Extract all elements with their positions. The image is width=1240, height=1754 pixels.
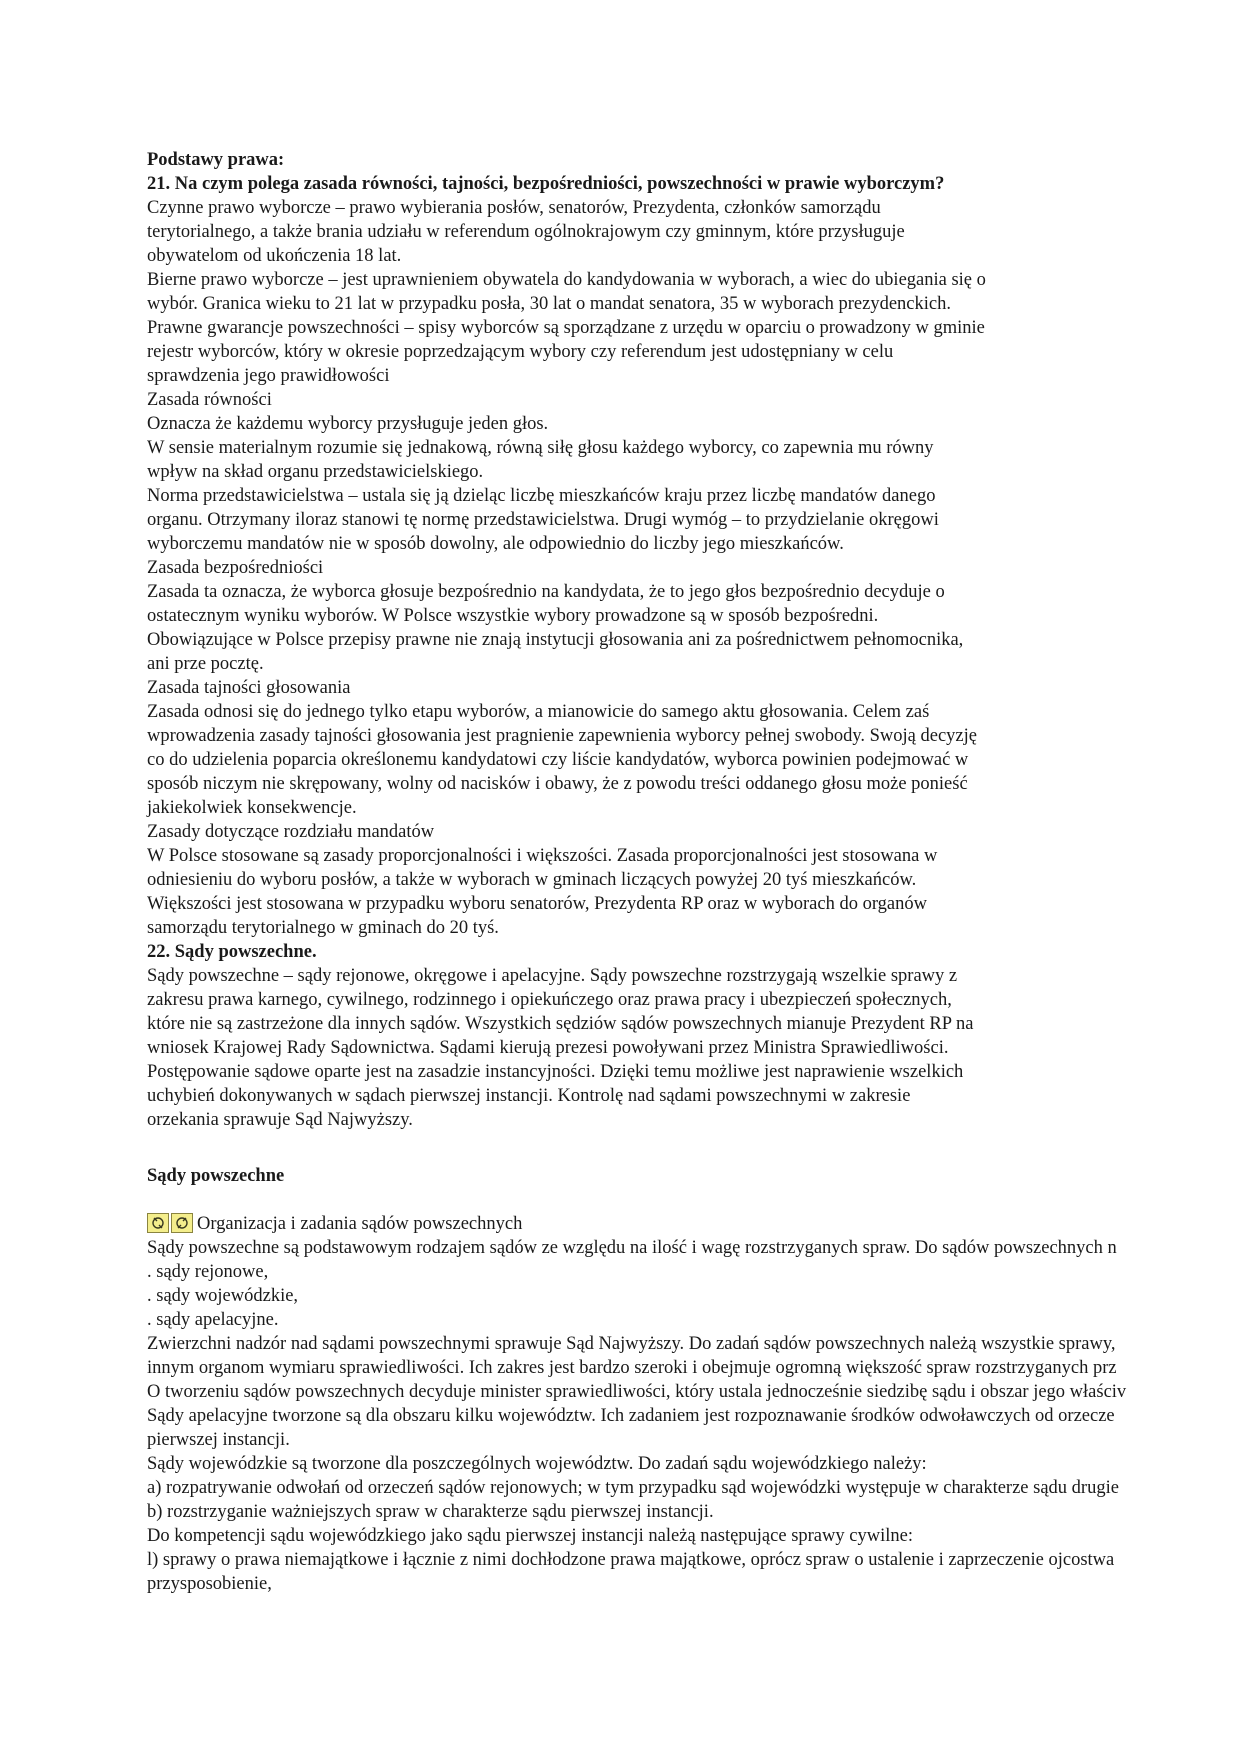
text-line: wprowadzenia zasady tajności głosowania jest pragnienie zapewnienia wyborcy pełnej swobody. Swoją decyzję — [147, 726, 977, 746]
text-line: co do udzielenia poparcia określonemu kandydatowi czy liście kandydatów, wyborca powinien podejmować w — [147, 750, 969, 770]
text-line: a) rozpatrywanie odwołań od orzeczeń sądów rejonowych; w tym przypadku sąd wojewódzki występuje w charakterze sądu drugie — [147, 1478, 1119, 1498]
text-line: przysposobienie, — [147, 1574, 272, 1594]
text-line: pierwszej instancji. — [147, 1430, 290, 1450]
text-line: Sądy apelacyjne tworzone są dla obszaru kilku województw. Ich zadaniem jest rozpoznawanie środków odwoławczych od orzecze — [147, 1406, 1115, 1426]
text-line: W Polsce stosowane są zasady proporcjonalności i większości. Zasada proporcjonalności jest stosowana w — [147, 846, 938, 866]
text-line: Do kompetencji sądu wojewódzkiego jako sądu pierwszej instancji należą następujące sprawy cywilne: — [147, 1526, 913, 1546]
text-line: sprawdzenia jego prawidłowości — [147, 366, 390, 386]
text-line: obywatelom od ukończenia 18 lat. — [147, 246, 402, 266]
text-line: W sensie materialnym rozumie się jednakową, równą siłę głosu każdego wyborcy, co zapewnia mu równy — [147, 438, 934, 458]
text-line: Norma przedstawicielstwa – ustala się ją dzieląc liczbę mieszkańców kraju przez liczbę mandatów danego — [147, 486, 936, 506]
text-line: Czynne prawo wyborcze – prawo wybierania posłów, senatorów, Prezydenta, członków samorządu — [147, 198, 881, 218]
text-line: . sądy rejonowe, — [147, 1262, 269, 1282]
text-line: Zasada bezpośredniości — [147, 558, 324, 578]
text-line: jakiekolwiek konsekwencje. — [147, 798, 357, 818]
text-line: wyborczemu mandatów nie w sposób dowolny, ale odpowiednio do liczby jego mieszkańców. — [147, 534, 844, 554]
text-line: sposób niczym nie skrępowany, wolny od nacisków i obawy, że z powodu treści oddanego głosu może ponieść — [147, 774, 968, 794]
text-line: wybór. Granica wieku to 21 lat w przypadku posła, 30 lat o mandat senatora, 35 w wyborach prezydenckich. — [147, 294, 951, 314]
text-line: Zasada tajności głosowania — [147, 678, 351, 698]
text-line: Obowiązujące w Polsce przepisy prawne nie znają instytucji głosowania ani za pośrednictwem pełnomocnika, — [147, 630, 964, 650]
text-line: . sądy apelacyjne. — [147, 1310, 279, 1330]
text-line: Bierne prawo wyborcze – jest uprawnieniem obywatela do kandydowania w wyborach, a wiec do ubiegania się o — [147, 270, 986, 290]
text-line: Podstawy prawa: — [147, 150, 285, 170]
text-line: Postępowanie sądowe oparte jest na zasadzie instancyjności. Dzięki temu możliwe jest naprawienie wszelkich — [147, 1062, 964, 1082]
text-line: Zasady dotyczące rozdziału mandatów — [147, 822, 435, 842]
section-organizacja — [147, 1212, 1240, 1596]
text-line: samorządu terytorialnego w gminach do 20 tyś. — [147, 918, 499, 938]
text-line: orzekania sprawuje Sąd Najwyższy. — [147, 1110, 413, 1130]
text-line: Sądy powszechne są podstawowym rodzajem sądów ze względu na ilość i wagę rozstrzyganych spraw. Do sądów powszechnych n — [147, 1238, 1117, 1258]
text-line: Zasada odnosi się do jednego tylko etapu wyborów, a mianowicie do samego aktu głosowania. Celem zaś — [147, 702, 930, 722]
text-line: Sądy powszechne – sądy rejonowe, okręgowe i apelacyjne. Sądy powszechne rozstrzygają wszelkie sprawy z — [147, 966, 958, 986]
text-line: 22. Sądy powszechne. — [147, 942, 317, 962]
text-line: 21. Na czym polega zasada równości, tajności, bezpośredniości, powszechności w prawie wyborczym? — [147, 174, 945, 194]
text-line: innym organom wymiaru sprawiedliwości. Ich zakres jest bardzo szeroki i obejmuje ogromną większość spraw rozstrzyganych prz — [147, 1358, 1117, 1378]
organizacja-title: Organizacja i zadania sądów powszechnych — [197, 1214, 523, 1234]
text-line: Prawne gwarancje powszechności – spisy wyborców są sporządzane z urzędu w oparciu o prowadzony w gminie — [147, 318, 985, 338]
text-line: Zwierzchni nadzór nad sądami powszechnymi sprawuje Sąd Najwyższy. Do zadań sądów powszechnych należą wszystkie sprawy, — [147, 1334, 1116, 1354]
text-line: terytorialnego, a także brania udziału w referendum ogólnokrajowym czy gminnym, które przysługuje — [147, 222, 905, 242]
text-line: Zasada ta oznacza, że wyborca głosuje bezpośrednio na kandydata, że to jego głos bezpośrednio decyduje o — [147, 582, 945, 602]
text-line: organu. Otrzymany iloraz stanowi tę normę przedstawicielstwa. Drugi wymóg – to przydzielanie okręgowi — [147, 510, 939, 530]
heading-sady-powszechne — [147, 1164, 1240, 1188]
text-line: zakresu prawa karnego, cywilnego, rodzinnego i opiekuńczego oraz prawa pracy i ubezpieczeń społecznych, — [147, 990, 952, 1010]
navigate-back-icon[interactable] — [147, 1213, 169, 1233]
text-line: ani prze pocztę. — [147, 654, 264, 674]
text-line: wniosek Krajowej Rady Sądownictwa. Sądami kierują prezesi powoływani przez Ministra Sprawiedliwości. — [147, 1038, 949, 1058]
text-line: l) sprawy o prawa niemajątkowe i łącznie z nimi dochłodzone prawa majątkowe, oprócz spraw o ustalenie i zaprzeczenie ojcostwa — [147, 1550, 1115, 1570]
heading-text: Sądy powszechne — [147, 1166, 285, 1186]
text-line: Zasada równości — [147, 390, 272, 410]
text-line: Oznacza że każdemu wyborcy przysługuje jeden głos. — [147, 414, 549, 434]
navigate-forward-icon[interactable] — [171, 1213, 193, 1233]
organizacja-title-line — [147, 1212, 1240, 1236]
text-line: . sądy wojewódzkie, — [147, 1286, 299, 1306]
text-line: ostatecznym wyniku wyborów. W Polsce wszystkie wybory prowadzone są w sposób bezpośredni. — [147, 606, 879, 626]
text-line: odniesieniu do wyboru posłów, a także w wyborach w gminach liczących powyżej 20 tyś mieszkańców. — [147, 870, 917, 890]
text-line: Większości jest stosowana w przypadku wyboru senatorów, Prezydenta RP oraz w wyborach do organów — [147, 894, 927, 914]
text-line: b) rozstrzyganie ważniejszych spraw w charakterze sądu pierwszej instancji. — [147, 1502, 714, 1522]
text-line: uchybień dokonywanych w sądach pierwszej instancji. Kontrolę nad sądami powszechnymi w zakresie — [147, 1086, 911, 1106]
text-line: O tworzeniu sądów powszechnych decyduje minister sprawiedliwości, który ustala jednocześnie siedzibę sądu i obszar jego właściv — [147, 1382, 1127, 1402]
text-line: które nie są zastrzeżone dla innych sądów. Wszystkich sędziów sądów powszechnych mianuje Prezydent RP na — [147, 1014, 974, 1034]
text-line: rejestr wyborców, który w okresie poprzedzającym wybory czy referendum jest udostępniany w celu — [147, 342, 894, 362]
organizacja-body — [147, 1236, 1240, 1596]
text-line: Sądy wojewódzkie są tworzone dla poszczególnych województw. Do zadań sądu wojewódzkiego należy: — [147, 1454, 927, 1474]
text-line: wpływ na skład organu przedstawicielskiego. — [147, 462, 484, 482]
section-podstawy-prawa — [147, 148, 1240, 1132]
